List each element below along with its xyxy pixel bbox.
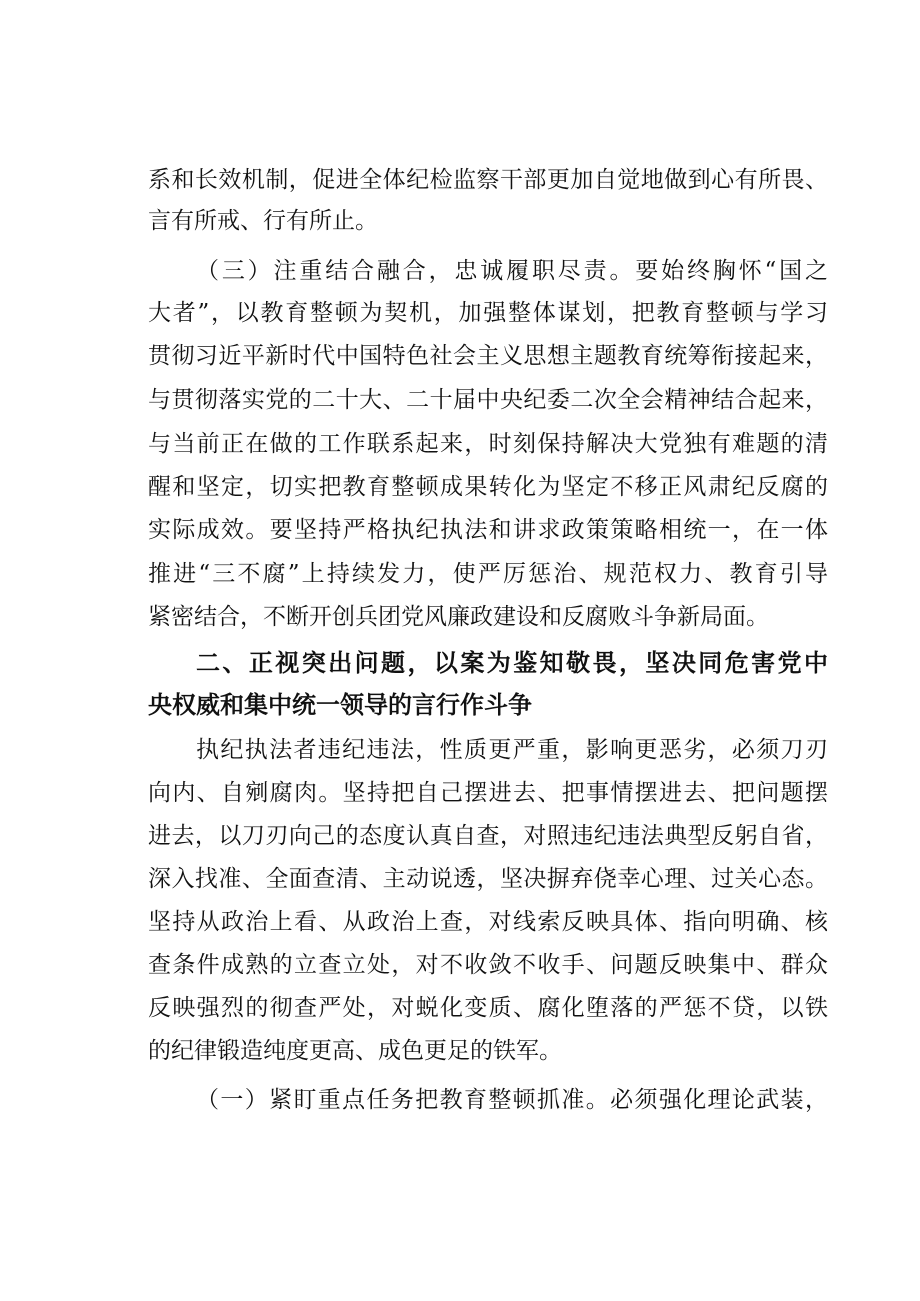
text-line: 查条件成熟的立查立处，对不收敛不收手、问题反映集中、群众 xyxy=(148,952,828,978)
section-heading: 二、正视突出问题，以案为鉴知敬畏，坚决同危害党中 xyxy=(196,649,828,677)
text-line: 深入找准、全面查清、主动说透，坚决摒弃侥幸心理、过关心态。 xyxy=(148,866,828,892)
text-line: 向内、自剜腐肉。坚持把自己摆进去、把事情摆进去、把问题摆 xyxy=(148,780,828,806)
text-line: 与贯彻落实党的二十大、二十届中央纪委二次全会精神结合起来， xyxy=(148,387,828,413)
text-line: 系和长效机制，促进全体纪检监察干部更加自觉地做到心有所畏、 xyxy=(148,167,828,193)
text-line: 进去，以刀刃向己的态度认真自查，对照违纪违法典型反躬自省， xyxy=(148,823,828,849)
text-line: （三）注重结合融合，忠诚履职尽责。要始终胸怀“国之 xyxy=(196,258,828,284)
text-line: 贯彻习近平新时代中国特色社会主义思想主题教育统筹衔接起来， xyxy=(148,343,828,369)
text-line: 大者”，以教育整顿为契机，加强整体谋划，把教育整顿与学习 xyxy=(148,300,828,326)
text-line: 反映强烈的彻查严处，对蜕化变质、腐化堕落的严惩不贷，以铁 xyxy=(148,995,828,1021)
text-line: 与当前正在做的工作联系起来，时刻保持解决大党独有难题的清 xyxy=(148,431,828,457)
text-line: 推进“三不腐”上持续发力，使严厉惩治、规范权力、教育引导 xyxy=(148,561,828,587)
text-line: 坚持从政治上看、从政治上查，对线索反映具体、指向明确、核 xyxy=(148,909,828,935)
section-heading: 央权威和集中统一领导的言行作斗争 xyxy=(148,691,532,719)
text-line: （一）紧盯重点任务把教育整顿抓准。必须强化理论武装， xyxy=(196,1087,828,1113)
text-line: 醒和坚定，切实把教育整顿成果转化为坚定不移正风肃纪反腐的 xyxy=(148,474,828,500)
text-line: 言有所戒、行有所止。 xyxy=(148,208,378,234)
text-line: 紧密结合，不断开创兵团党风廉政建设和反腐败斗争新局面。 xyxy=(148,604,769,630)
text-line: 执纪执法者违纪违法，性质更严重，影响更恶劣，必须刀刃 xyxy=(196,737,828,763)
text-line: 的纪律锻造纯度更高、成色更足的铁军。 xyxy=(148,1038,562,1064)
text-line: 实际成效。要坚持严格执纪执法和讲求政策策略相统一，在一体 xyxy=(148,517,828,543)
